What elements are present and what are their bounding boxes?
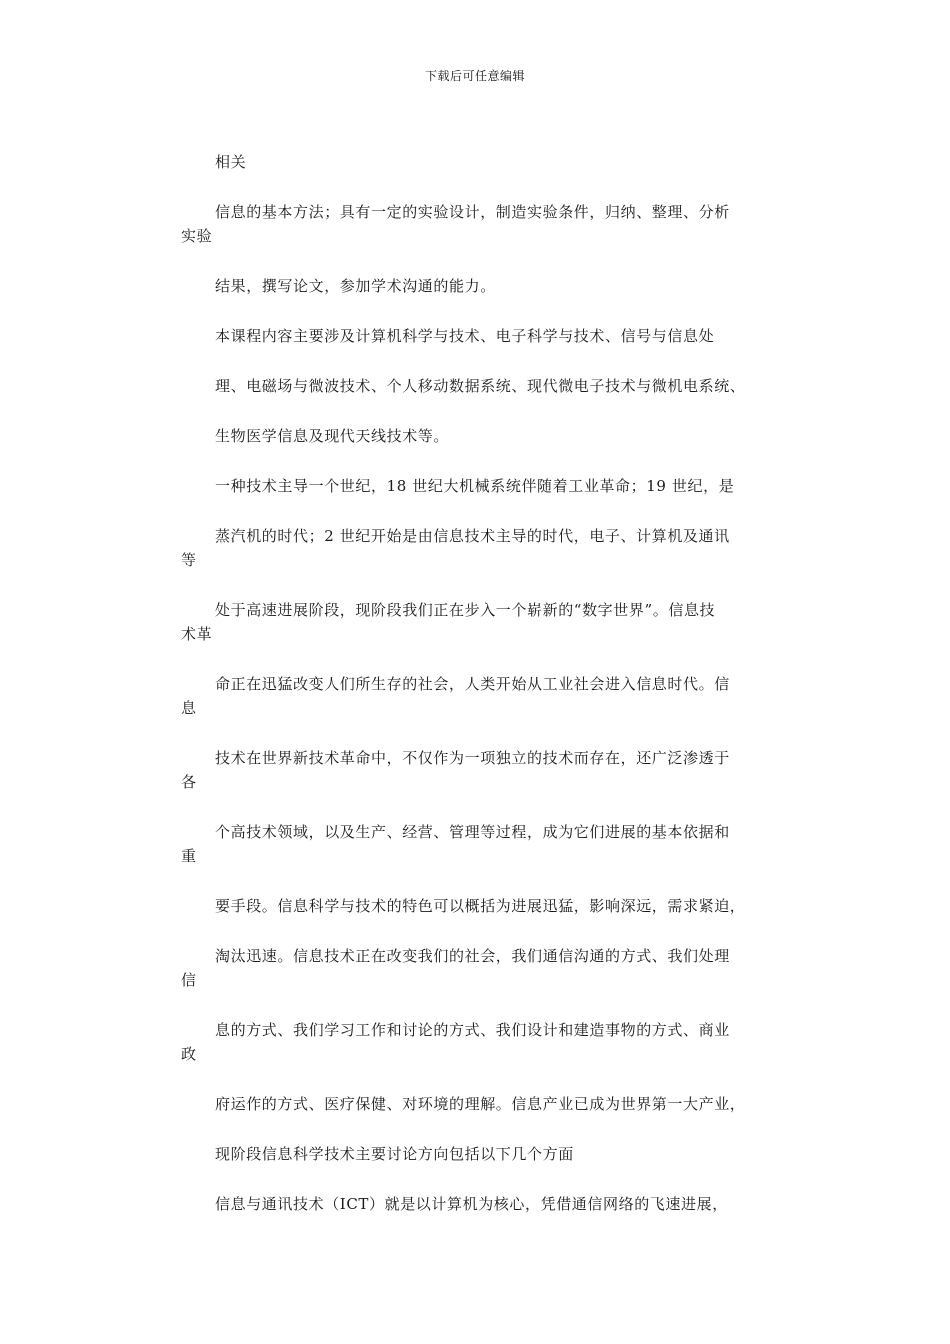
paragraph (181, 820, 781, 868)
paragraph-line: 蒸汽机的时代；2 世纪开始是由信息技术主导的时代，电子、计算机及通讯 (215, 527, 730, 545)
paragraph-line: 现阶段信息科学技术主要讨论方向包括以下几个方面 (215, 1145, 574, 1163)
paragraph-line: 府运作的方式、医疗保健、对环境的理解。信息产业已成为世界第一大产业， (215, 1095, 746, 1113)
paragraph-wrap-line: 等 (181, 551, 197, 569)
paragraph-wrap-line: 信 (181, 971, 197, 989)
paragraph-wrap-line: 术革 (181, 625, 213, 643)
paragraph (181, 150, 781, 174)
paragraph-line: 相关 (215, 153, 247, 171)
paragraph (181, 1142, 781, 1166)
paragraph-wrap-line: 政 (181, 1045, 197, 1063)
paragraph-line: 理、电磁场与微波技术、个人移动数据系统、现代微电子技术与微机电系统、 (215, 377, 746, 395)
paragraph (181, 424, 781, 448)
paragraph-line: 技术在世界新技术革命中，不仅作为一项独立的技术而存在，还广泛渗透于 (215, 749, 730, 767)
paragraph-line: 信息与通讯技术（ICT）就是以计算机为核心，凭借通信网络的飞速进展， (215, 1195, 728, 1213)
paragraph (181, 274, 781, 298)
paragraph (181, 324, 781, 348)
paragraph-wrap-line: 实验 (181, 227, 213, 245)
paragraph-line: 信息的基本方法；具有一定的实验设计，制造实验条件，归纳、整理、分析 (215, 203, 730, 221)
paragraph (181, 944, 781, 992)
paragraph (181, 746, 781, 794)
paragraph (181, 1092, 781, 1116)
paragraph (181, 374, 781, 398)
paragraph (181, 672, 781, 720)
paragraph-line: 生物医学信息及现代天线技术等。 (215, 427, 450, 445)
paragraph-line: 个高技术领域，以及生产、经营、管理等过程，成为它们进展的基本依据和 (215, 823, 730, 841)
paragraph-wrap-line: 重 (181, 847, 197, 865)
paragraph (181, 1192, 781, 1216)
paragraph-line: 本课程内容主要涉及计算机科学与技术、电子科学与技术、信号与信息处 (215, 327, 715, 345)
paragraph (181, 200, 781, 248)
paragraph-line: 一种技术主导一个世纪，18 世纪大机械系统伴随着工业革命；19 世纪，是 (215, 477, 735, 495)
paragraph-wrap-line: 各 (181, 773, 197, 791)
paragraph-wrap-line: 息 (181, 699, 197, 717)
paragraph (181, 1018, 781, 1066)
paragraph-line: 结果，撰写论文，参加学术沟通的能力。 (215, 277, 496, 295)
paragraph (181, 474, 781, 498)
paragraph-line: 淘汰迅速。信息技术正在改变我们的社会，我们通信沟通的方式、我们处理 (215, 947, 730, 965)
page-header-title: 下载后可任意编辑 (424, 69, 525, 83)
paragraph (181, 894, 781, 918)
paragraph (181, 598, 781, 646)
paragraph-line: 息的方式、我们学习工作和讨论的方式、我们设计和建造事物的方式、商业 (215, 1021, 730, 1039)
document-body (181, 150, 781, 1242)
paragraph-line: 处于高速进展阶段，现阶段我们正在步入一个崭新的“数字世界”。信息技 (215, 601, 716, 619)
paragraph-line: 命正在迅猛改变人们所生存的社会，人类开始从工业社会进入信息时代。信 (215, 675, 730, 693)
paragraph-line: 要手段。信息科学与技术的特色可以概括为进展迅猛，影响深远，需求紧迫， (215, 897, 746, 915)
paragraph (181, 524, 781, 572)
